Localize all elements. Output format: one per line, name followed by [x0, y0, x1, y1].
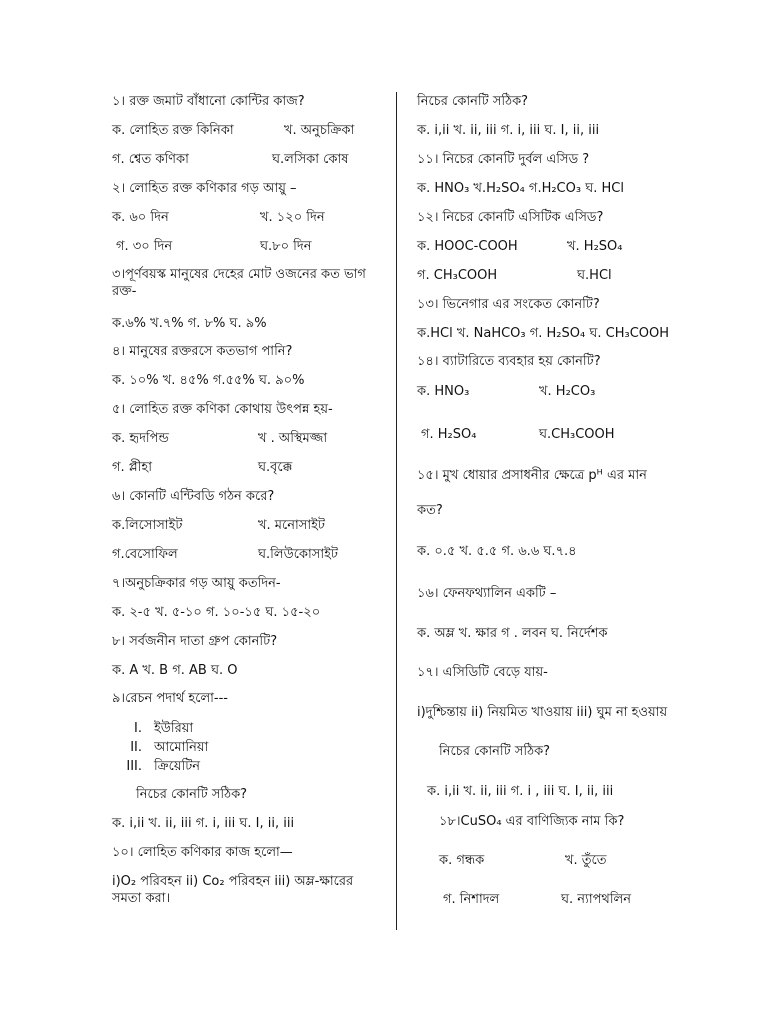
question-18: ১৮।CuSO₄ এর বাণিজ্যিক নাম কি?: [439, 814, 625, 829]
q16-options: ক. অম্ল খ. ক্ষার গ . লবন ঘ. নির্দেশক: [417, 626, 608, 641]
question-4: ৪। মানুষের রক্তরসে কতভাগ পানি?: [112, 344, 293, 359]
q2-option-d: ঘ.৮০ দিন: [260, 239, 312, 254]
q17-statements: i)দুশ্চিন্তায় ii) নিয়মিত খাওয়ায় iii) ঘুম না হওয়ায়: [417, 705, 668, 720]
q10-statements: i)O₂ পরিবহন ii) Co₂ পরিবহন iii) অম্ল-ক্ষারের সমতা করা।: [112, 874, 354, 906]
q2-option-a: ক. ৬০ দিন: [112, 210, 169, 225]
question-15-cont: কত?: [417, 503, 443, 518]
q13-options: ক.HCl খ. NaHCO₃ গ. H₂SO₄ ঘ. CH₃COOH: [417, 326, 670, 341]
q5-option-a: ক. হৃদপিন্ড: [112, 431, 169, 446]
q18-option-b: খ. তুঁতে: [565, 853, 607, 868]
q1-option-a: ক. লোহিত রক্ত কিনিকা: [112, 123, 234, 138]
q6-option-b: খ. মনোসাইট: [258, 518, 325, 533]
question-9: ৯।রেচন পদার্থ হলো---: [112, 691, 228, 706]
q9-item-2: II. আমোনিয়া: [130, 740, 209, 755]
q9-item-3: III. ক্রিয়েটিন: [126, 759, 201, 774]
q11-options: ক. HNO₃ খ.H₂SO₄ গ.H₂CO₃ ঘ. HCl: [417, 181, 624, 196]
q1-option-b: খ. অনুচক্রিকা: [284, 123, 355, 138]
question-17: ১৭। এসিডিটি বেড়ে যায়-: [417, 665, 548, 680]
q7-options: ক. ২-৫ খ. ৫-১০ গ. ১০-১৫ ঘ. ১৫-২০: [112, 605, 321, 620]
question-11: ১১। নিচের কোনটি দুর্বল এসিড ?: [417, 152, 590, 167]
q17-options: ক. i,ii খ. ii, iii গ. i , iii ঘ. I, ii, iii: [427, 784, 614, 799]
q1-option-c: গ. শ্বেত কণিকা: [112, 152, 189, 167]
column-divider: [396, 92, 397, 930]
q10-options: ক. i,ii খ. ii, iii গ. i, iii ঘ. I, ii, iii: [417, 123, 600, 138]
q12-option-c: গ. CH₃COOH: [417, 268, 498, 283]
q6-option-a: ক.লিসোসাইট: [112, 518, 183, 533]
q9-options: ক. i,ii খ. ii, iii গ. i, iii ঘ. I, ii, iii: [112, 816, 295, 831]
q12-option-b: খ. H₂SO₄: [567, 239, 623, 254]
question-3: ৩।পূর্ণবয়স্ক মানুষের দেহের মোট ওজনের কত ভাগ রক্ত-: [112, 267, 366, 299]
question-16: ১৬। ফেনফথ্যালিন একটি –: [417, 586, 557, 601]
question-10: ১০। লোহিত কণিকার কাজ হলো—: [112, 845, 293, 860]
question-12: ১২। নিচের কোনটি এসিটিক এসিড?: [417, 210, 604, 225]
q9-ask: নিচের কোনটি সঠিক?: [136, 787, 248, 802]
q14-option-b: খ. H₂CO₃: [539, 384, 596, 399]
q14-option-c: গ. H₂SO₄: [421, 427, 477, 442]
q15-options: ক. ০.৫ খ. ৫.৫ গ. ৬.৬ ঘ.৭.৪: [417, 544, 577, 559]
q17-ask: নিচের কোনটি সঠিক?: [439, 744, 551, 759]
q18-option-d: ঘ. ন্যাপথলিন: [561, 892, 632, 907]
q10-ask: নিচের কোনটি সঠিক?: [417, 94, 529, 109]
q18-option-a: ক. গন্ধক: [439, 853, 485, 868]
question-7: ৭।অনুচক্রিকার গড় আয়ু কতদিন-: [112, 576, 281, 591]
question-2: ২। লোহিত রক্ত কণিকার গড় আয়ু –: [112, 181, 297, 196]
question-8: ৮। সর্বজনীন দাতা গ্রুপ কোনটি?: [112, 634, 278, 649]
question-14: ১৪। ব্যাটারিতে ব্যবহার হয় কোনটি?: [417, 354, 601, 369]
q14-option-d: ঘ.CH₃COOH: [539, 427, 615, 442]
q12-option-d: ঘ.HCl: [577, 268, 612, 283]
question-13: ১৩। ভিনেগার এর সংকেত কোনটি?: [417, 297, 600, 312]
q18-option-c: গ. নিশাদল: [443, 892, 500, 907]
q8-options: ক. A খ. B গ. AB ঘ. O: [112, 663, 238, 678]
q3-options: ক.৬% খ.৭% গ. ৮% ঘ. ৯%: [112, 316, 267, 331]
q5-option-b: খ . অস্থিমজ্জা: [258, 431, 328, 446]
q5-option-d: ঘ.বৃক্কে: [258, 460, 293, 475]
q14-option-a: ক. HNO₃: [417, 384, 470, 399]
question-1: ১। রক্ত জমাট বাঁধানো কোন্টির কাজ?: [112, 94, 305, 109]
q5-option-c: গ. প্লীহা: [112, 460, 152, 475]
q6-option-c: গ.বেসোফিল: [112, 547, 178, 562]
q9-item-1: I. ইউরিয়া: [134, 721, 194, 736]
q2-option-b: খ. ১২০ দিন: [260, 210, 325, 225]
q2-option-c: গ. ৩০ দিন: [116, 239, 173, 254]
question-6: ৬। কোনটি এন্টিবডি গঠন করে?: [112, 489, 275, 504]
q4-options: ক. ১০% খ. ৪৫% গ.৫৫% ঘ. ৯০%: [112, 373, 305, 388]
q6-option-d: ঘ.লিউকোসাইট: [258, 547, 338, 562]
question-15: ১৫। মুখ ধোয়ার প্রসাধনীর ক্ষেত্রে pᴴ এর মান: [417, 468, 647, 483]
question-5: ৫। লোহিত রক্ত কণিকা কোথায় উৎপন্ন হয়-: [112, 402, 333, 417]
q12-option-a: ক. HOOC-COOH: [417, 239, 518, 254]
q1-option-d: ঘ.লসিকা কোষ: [272, 152, 349, 167]
